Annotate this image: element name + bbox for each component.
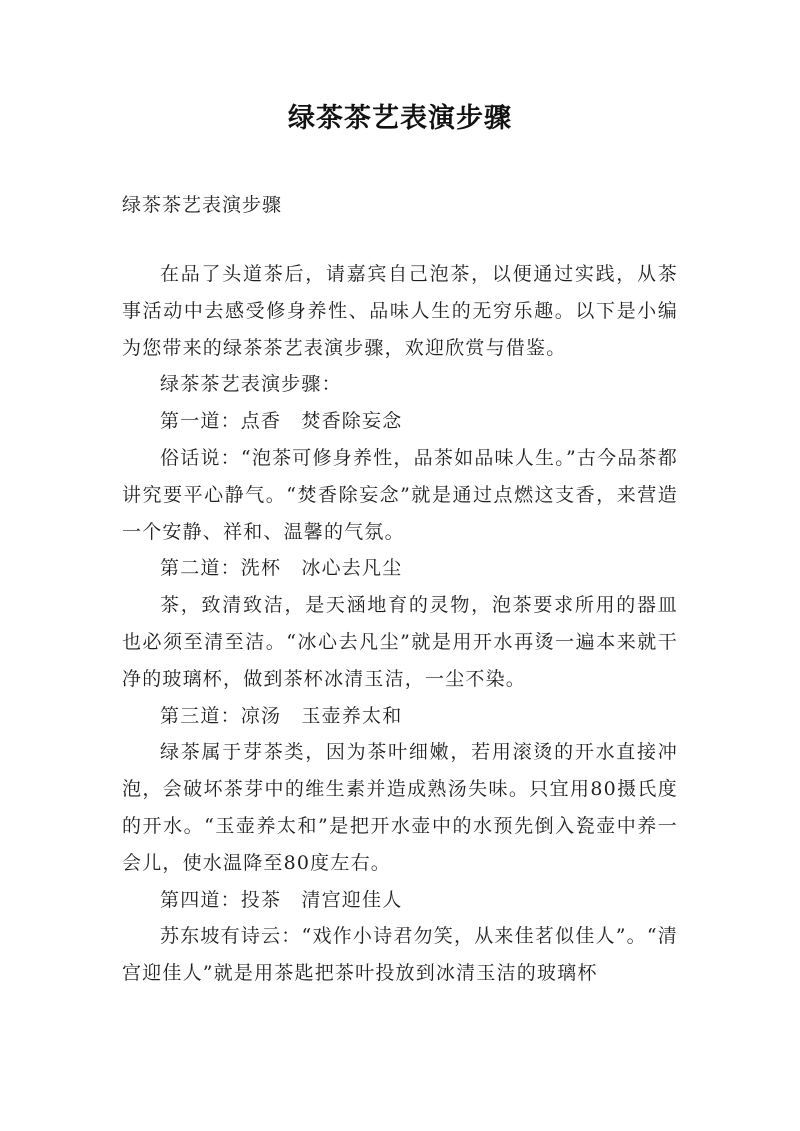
step-paragraph-4: 苏东坡有诗云：“戏作小诗君勿笑，从来佳茗似佳人”。“清宫迎佳人”就是用茶匙把茶叶投放到冰清玉洁的玻璃杯 bbox=[122, 925, 678, 985]
document-title: 绿茶茶艺表演步骤 bbox=[288, 103, 512, 134]
step-paragraph-3: 绿茶属于芽茶类，因为茶叶细嫩，若用滚烫的开水直接冲泡，会破坏茶芽中的维生素并造成熟汤失味。只宜用80摄氏度的开水。“玉壶养太和”是把开水壶中的水预先倒入瓷壶中养一会儿，使水温降至80度左右。 bbox=[122, 741, 678, 874]
step-paragraph-2: 茶，致清致洁，是天涵地育的灵物，泡茶要求所用的器皿也必须至清至洁。“冰心去凡尘”就是用开水再烫一遍本来就干净的玻璃杯，做到茶杯冰清玉洁，一尘不染。 bbox=[122, 594, 678, 690]
step-heading-4: 第四道：投茶 清宫迎佳人 bbox=[160, 888, 403, 911]
document-subtitle: 绿茶茶艺表演步骤 bbox=[122, 194, 283, 216]
step-heading-3: 第三道：凉汤 玉壶养太和 bbox=[160, 704, 403, 727]
paragraph-intro: 在品了头道茶后，请嘉宾自己泡茶，以便通过实践，从茶事活动中去感受修身养性、品味人生的无穷乐趣。以下是小编为您带来的绿茶茶艺表演步骤，欢迎欣赏与借鉴。 bbox=[122, 263, 678, 359]
document-body bbox=[122, 256, 678, 992]
step-paragraph-1: 俗话说：“泡茶可修身养性，品茶如品味人生。”古今品茶都讲究要平心静气。“焚香除妄念”就是通过点燃这支香，来营造一个安静、祥和、温馨的气氛。 bbox=[122, 446, 678, 543]
step-heading-2: 第二道：洗杯 冰心去凡尘 bbox=[160, 557, 403, 580]
step-heading-1: 第一道：点香 焚香除妄念 bbox=[160, 410, 403, 433]
section-heading: 绿茶茶艺表演步骤： bbox=[160, 373, 342, 396]
